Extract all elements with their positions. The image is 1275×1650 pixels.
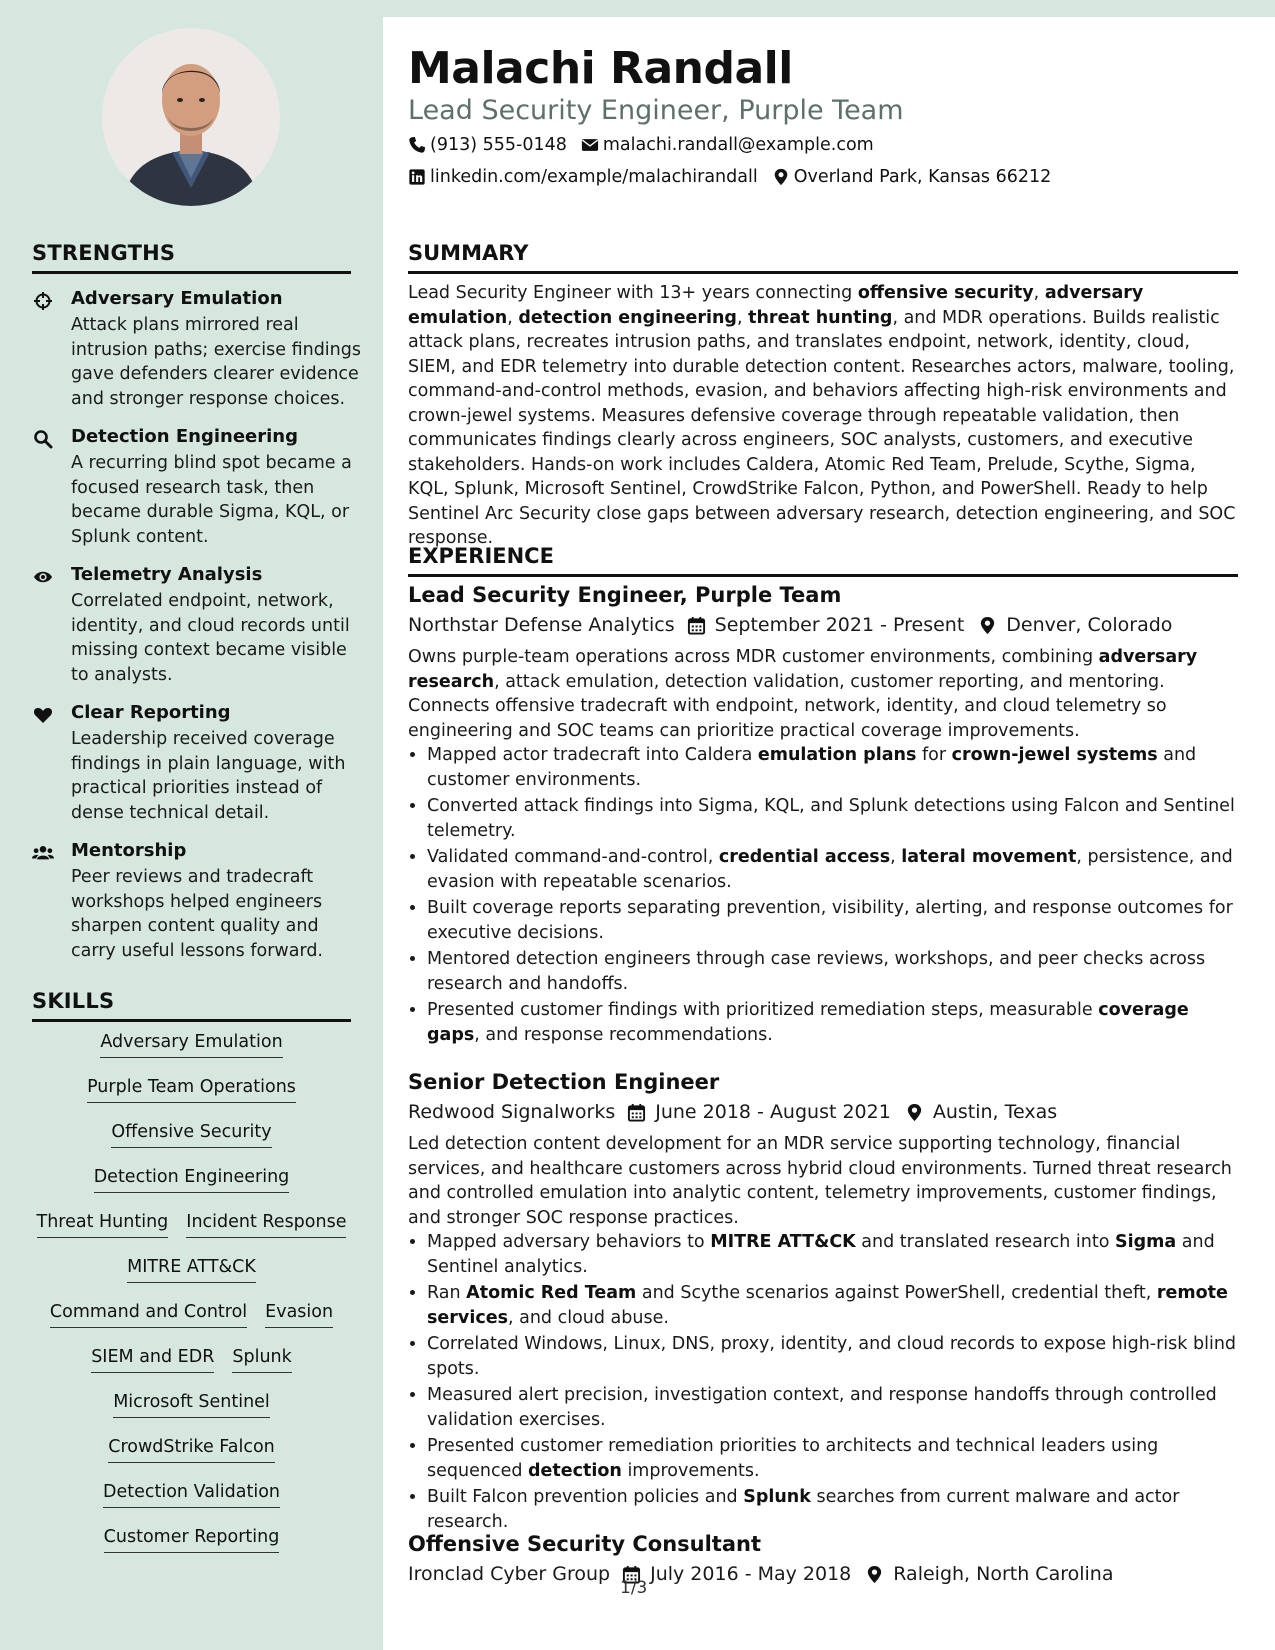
location-text: Overland Park, Kansas 66212 [793, 167, 1052, 187]
bold-text: remote services [427, 1283, 1228, 1328]
skill-tag: Detection Validation [103, 1482, 280, 1508]
skill-row [32, 1437, 351, 1482]
skill-tag: MITRE ATT&CK [127, 1257, 256, 1283]
text-run: , [736, 307, 749, 328]
text-run: Converted attack findings into Sigma, KQL, and Splunk detections using Falcon and Sentinel telemetry. [427, 796, 1235, 841]
skill-tag: Splunk [232, 1347, 291, 1373]
skill-tag: Customer Reporting [104, 1527, 280, 1553]
bold-text: detection [528, 1460, 622, 1481]
skill-row [32, 1302, 351, 1347]
linkedin-icon [408, 168, 426, 186]
text-run: , and cloud abuse. [507, 1307, 669, 1328]
text-run: improvements. [621, 1460, 760, 1481]
text-run: and Sentinel analytics. [427, 1232, 1215, 1277]
skill-row [32, 1122, 351, 1167]
bullet-item [427, 1434, 1240, 1483]
email-address[interactable]: malachi.randall@example.com [602, 135, 874, 155]
calendar-icon [627, 1103, 646, 1122]
bold-text: coverage gaps [427, 1000, 1189, 1045]
strength-title: Detection Engineering [71, 426, 298, 447]
job-location: Austin, Texas [932, 1101, 1058, 1123]
skill-row [32, 1527, 351, 1572]
candidate-title: Lead Security Engineer, Purple Team [408, 95, 904, 126]
skill-tag: CrowdStrike Falcon [108, 1437, 275, 1463]
bold-text: offensive security [857, 283, 1034, 303]
strength-title: Telemetry Analysis [71, 564, 263, 585]
job-bullets [408, 743, 1240, 1047]
bullet-item [427, 794, 1240, 843]
text-run: Mapped actor tradecraft into Caldera [427, 745, 758, 765]
bullet-item [427, 947, 1240, 996]
linkedin-url[interactable]: linkedin.com/example/malachirandall [430, 167, 758, 187]
skill-row [32, 1212, 351, 1257]
job-entry [408, 1070, 1240, 1536]
job-title: Senior Detection Engineer [408, 1070, 720, 1094]
skill-row [32, 1347, 351, 1392]
job-description [408, 1132, 1240, 1230]
text-run: Lead Security Engineer with 13+ years connecting [408, 283, 858, 303]
bullet-item [427, 845, 1240, 894]
bold-text: Atomic Red Team [466, 1283, 637, 1303]
bold-text: adversary research [408, 647, 1198, 692]
text-run: Built coverage reports separating prevention, visibility, alerting, and response outcomes for executive decisions. [427, 898, 1233, 943]
skill-tag: Microsoft Sentinel [113, 1392, 270, 1418]
skill-tag: Incident Response [186, 1212, 346, 1238]
text-run: Mentored detection engineers through case reviews, workshops, and peer checks across research and handoffs. [427, 949, 1206, 994]
text-run: and Scythe scenarios against PowerShell, credential theft, [636, 1283, 1157, 1303]
company-name: Northstar Defense Analytics [408, 614, 675, 636]
bullet-item [427, 1281, 1240, 1330]
phone-contact [408, 135, 567, 155]
skill-row [32, 1032, 351, 1077]
skill-tag: Command and Control [50, 1302, 247, 1328]
text-run: Presented customer remediation priorities to architects and technical leaders using sequenced [427, 1436, 1159, 1481]
skill-row [32, 1077, 351, 1122]
summary-heading: SUMMARY [408, 241, 1238, 274]
skill-tag: Offensive Security [111, 1122, 271, 1148]
page-number: 1/3 [620, 1578, 648, 1598]
strength-title: Adversary Emulation [71, 288, 283, 309]
phone-icon [408, 136, 426, 154]
map-pin-icon [865, 1565, 884, 1584]
bullet-item [427, 1230, 1240, 1279]
skill-row [32, 1392, 351, 1437]
calendar-icon [687, 616, 706, 635]
text-run: Validated command-and-control, [427, 847, 719, 867]
main-content [383, 17, 1275, 1650]
contact-row [408, 135, 874, 155]
strength-title: Clear Reporting [71, 702, 231, 723]
text-run: , [890, 847, 902, 867]
text-run: , [1033, 283, 1045, 303]
text-run: Correlated Windows, Linux, DNS, proxy, identity, and cloud records to expose high-risk blind spots. [427, 1334, 1237, 1379]
text-run: Ran [427, 1283, 467, 1303]
linkedin-contact[interactable] [408, 167, 758, 187]
job-meta [408, 1101, 1240, 1123]
bullet-item [427, 896, 1240, 945]
bullet-item [427, 998, 1240, 1047]
strength-description: Correlated endpoint, network, identity, and cloud records until missing context became visible to analysts. [71, 591, 350, 685]
email-contact[interactable] [581, 135, 874, 155]
skill-tag: Evasion [265, 1302, 333, 1328]
skill-tag: Detection Engineering [94, 1167, 290, 1193]
skill-tag: Adversary Emulation [100, 1032, 282, 1058]
job-dates: July 2016 - May 2018 [650, 1563, 852, 1585]
job-dates: June 2018 - August 2021 [655, 1101, 891, 1123]
company-name: Redwood Signalworks [408, 1101, 616, 1123]
text-run: Presented customer findings with prioritized remediation steps, measurable [427, 1000, 1099, 1020]
bold-text: credential access [718, 847, 891, 867]
skill-row [32, 1167, 351, 1212]
portrait-image [102, 28, 280, 206]
skill-tag: Purple Team Operations [87, 1077, 296, 1103]
bold-text: Sigma [1115, 1232, 1177, 1252]
skill-row [32, 1482, 351, 1527]
envelope-icon [581, 136, 599, 154]
map-pin-icon [905, 1103, 924, 1122]
strength-description: Attack plans mirrored real intrusion paths; exercise findings gave defenders clearer evidence and stronger response choices. [71, 315, 361, 409]
job-location: Raleigh, North Carolina [893, 1563, 1114, 1585]
text-run: for [916, 745, 952, 765]
bold-text: detection engineering [518, 307, 737, 328]
text-run: searches from current malware and actor research. [427, 1487, 1180, 1532]
bold-text: crown-jewel systems [951, 745, 1158, 765]
map-pin-icon [978, 616, 997, 635]
strength-title: Mentorship [71, 840, 187, 861]
bullet-item [427, 1332, 1240, 1381]
bold-text: lateral movement [901, 847, 1077, 867]
text-run: and translated research into [855, 1232, 1116, 1252]
sidebar [0, 0, 383, 1650]
text-run: , and MDR operations. Builds realistic attack plans, recreates intrusion paths, and translates endpoint, network, identity, cloud, SIEM, and EDR telemetry into durable detection content. Researches actors, malware, tooling, command-and-control methods, evasion, and behaviors affecting high-risk environments and crown-jewel systems. Measures defensive coverage through repeatable validation, then communicates findings clearly across engineers, SOC analysts, customers, and executive stakeholders. Hands-on work includes Caldera, Atomic Red Team, Prelude, Scythe, Sigma, KQL, Splunk, Microsoft Sentinel, CrowdStrike Falcon, Python, and PowerShell. Ready to help Sentinel Arc Security close gaps between adversary research, detection engineering, and SOC response. [408, 307, 1236, 548]
strength-description: Leadership received coverage findings in plain language, with practical priorities instead of dense technical detail. [71, 729, 346, 823]
job-meta [408, 1563, 1240, 1585]
bold-text: Splunk [743, 1487, 811, 1507]
text-run: , attack emulation, detection validation, customer reporting, and mentoring. Connects offensive tradecraft with endpoint, network, identity, and cloud telemetry so engineering and SOC teams can prioritize practical coverage improvements. [408, 671, 1167, 741]
map-pin-icon [772, 168, 790, 186]
strength-description: Peer reviews and tradecraft workshops helped engineers sharpen content quality and carry useful lessons forward. [71, 867, 323, 961]
text-run: and customer environments. [427, 745, 1197, 790]
skill-row [32, 1257, 351, 1302]
profile-photo [102, 28, 280, 206]
job-entry [408, 1532, 1240, 1585]
search-icon [32, 428, 54, 450]
job-meta [408, 614, 1240, 636]
company-name: Ironclad Cyber Group [408, 1563, 611, 1585]
job-entry [408, 583, 1240, 1049]
bullet-item [427, 1485, 1240, 1534]
contact-row-2 [408, 167, 1051, 187]
skills-heading: SKILLS [32, 989, 351, 1022]
job-title: Offensive Security Consultant [408, 1532, 761, 1556]
text-run: Led detection content development for an MDR service supporting technology, financial services, and healthcare customers across hybrid cloud environments. Turned threat research and controlled emulation into analytic content, telemetry improvements, customer findings, and stronger SOC response practices. [408, 1134, 1232, 1228]
text-run: Owns purple-team operations across MDR customer environments, combining [408, 647, 1099, 667]
bold-text: emulation plans [757, 745, 917, 765]
skill-tag: Threat Hunting [37, 1212, 169, 1238]
eye-icon [32, 566, 54, 588]
text-run: Mapped adversary behaviors to [427, 1232, 711, 1252]
bold-text: adversary emulation [408, 283, 1144, 328]
location-contact [772, 167, 1052, 187]
summary-text [408, 281, 1240, 551]
bullet-item [427, 1383, 1240, 1432]
bold-text: threat hunting [748, 307, 893, 328]
text-run: , persistence, and evasion with repeatable scenarios. [427, 847, 1233, 892]
candidate-name: Malachi Randall [408, 43, 793, 94]
text-run: , and response recommendations. [474, 1024, 773, 1045]
job-description [408, 645, 1240, 743]
bullet-item [427, 743, 1240, 792]
crosshair-icon [32, 290, 54, 312]
text-run: , [507, 307, 519, 328]
skill-tag: SIEM and EDR [91, 1347, 214, 1373]
job-location: Denver, Colorado [1006, 614, 1173, 636]
strengths-heading: STRENGTHS [32, 241, 351, 274]
job-dates: September 2021 - Present [714, 614, 965, 636]
text-run: Built Falcon prevention policies and [427, 1487, 744, 1507]
job-bullets [408, 1230, 1240, 1534]
strength-description: A recurring blind spot became a focused research task, then became durable Sigma, KQL, or Splunk content. [71, 453, 352, 547]
bold-text: MITRE ATT&CK [710, 1232, 856, 1252]
users-icon [32, 842, 54, 864]
skills-list [32, 1032, 351, 1572]
job-title: Lead Security Engineer, Purple Team [408, 583, 842, 607]
text-run: Measured alert precision, investigation context, and response handoffs through controlled validation exercises. [427, 1385, 1217, 1430]
experience-heading: EXPERIENCE [408, 544, 1238, 577]
heart-icon [32, 704, 54, 726]
phone-number: (913) 555-0148 [430, 135, 567, 155]
